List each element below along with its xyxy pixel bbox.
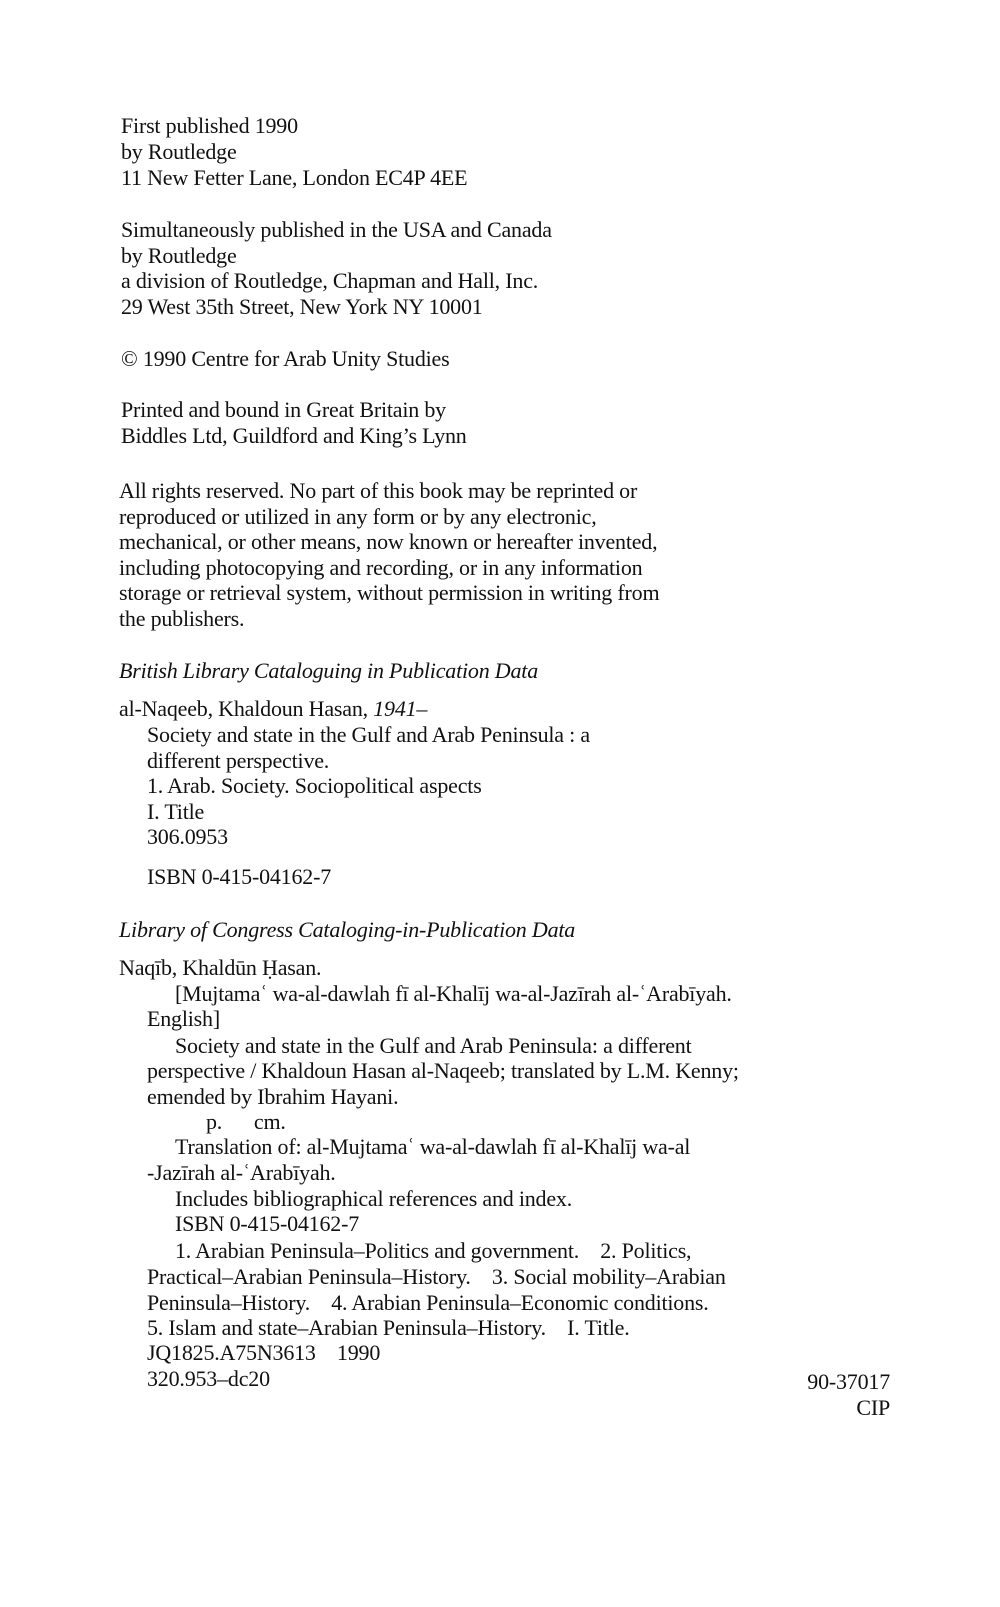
bl-cip-line: I. Title xyxy=(147,799,205,824)
bl-cip-line: 306.0953 xyxy=(147,824,228,849)
lccn-number: 90-37017 xyxy=(807,1369,890,1394)
loc-cip-line: 1. Arabian Peninsula–Politics and government. 2. Politics, xyxy=(175,1238,692,1263)
loc-cip-author: Naqīb, Khaldūn Ḥasan. xyxy=(119,955,322,980)
first-published-line: First published 1990 xyxy=(121,113,298,138)
loc-cip-line: Peninsula–History. 4. Arabian Peninsula–Economic conditions. xyxy=(147,1290,709,1315)
cip-label: CIP xyxy=(856,1395,890,1420)
loc-cip-line: JQ1825.A75N3613 1990 xyxy=(147,1340,381,1365)
loc-cip-line: -Jazīrah al-ʿArabīyah. xyxy=(147,1160,336,1185)
loc-cip-line: Translation of: al-Mujtamaʿ wa-al-dawlah fī al-Khalīj wa-al xyxy=(175,1134,691,1159)
loc-cip-line: Practical–Arabian Peninsula–History. 3. Social mobility–Arabian xyxy=(147,1264,726,1289)
rights-line: including photocopying and recording, or in any information xyxy=(119,555,643,580)
loc-cip-line: ISBN 0-415-04162-7 xyxy=(175,1211,360,1236)
usa-address-line: 29 West 35th Street, New York NY 10001 xyxy=(121,294,483,319)
bl-cip-line: different perspective. xyxy=(147,748,330,773)
publisher-address-line: 11 New Fetter Lane, London EC4P 4EE xyxy=(121,165,468,190)
printer-line-1: Printed and bound in Great Britain by xyxy=(121,397,446,422)
bl-cip-author-date: 1941– xyxy=(373,696,428,721)
rights-line: All rights reserved. No part of this book may be reprinted or xyxy=(119,478,638,503)
loc-cip-line: 5. Islam and state–Arabian Peninsula–History. I. Title. xyxy=(147,1315,630,1340)
bl-cip-author xyxy=(119,696,427,722)
bl-cip-line: Society and state in the Gulf and Arab Peninsula : a xyxy=(147,722,590,747)
publisher-name-line: by Routledge xyxy=(121,139,237,164)
loc-cip-line: Includes bibliographical references and index. xyxy=(175,1186,573,1211)
loc-cip-line: Society and state in the Gulf and Arab Peninsula: a different xyxy=(175,1033,692,1058)
usa-publication-line: Simultaneously published in the USA and Canada xyxy=(121,217,552,242)
bl-cip-author-name: al-Naqeeb, Khaldoun Hasan, xyxy=(119,696,374,721)
loc-cip-line: p. cm. xyxy=(206,1109,286,1134)
rights-line: reproduced or utilized in any form or by any electronic, xyxy=(119,504,597,529)
rights-line: storage or retrieval system, without permission in writing from xyxy=(119,580,660,605)
bl-cip-heading: British Library Cataloguing in Publication Data xyxy=(119,658,539,683)
loc-cip-line: emended by Ibrahim Hayani. xyxy=(147,1084,399,1109)
loc-cip-heading: Library of Congress Cataloging-in-Publication Data xyxy=(119,917,576,942)
copyright-line: © 1990 Centre for Arab Unity Studies xyxy=(121,346,450,371)
loc-cip-line: English] xyxy=(147,1006,220,1031)
bl-cip-line: 1. Arab. Society. Sociopolitical aspects xyxy=(147,773,482,798)
loc-cip-line: perspective / Khaldoun Hasan al-Naqeeb; translated by L.M. Kenny; xyxy=(147,1058,739,1083)
loc-cip-line: [Mujtamaʿ wa-al-dawlah fī al-Khalīj wa-al-Jazīrah al-ʿArabīyah. xyxy=(175,981,732,1006)
loc-cip-line: 320.953–dc20 xyxy=(147,1366,270,1391)
usa-division-line: a division of Routledge, Chapman and Hall, Inc. xyxy=(121,268,539,293)
printer-line-2: Biddles Ltd, Guildford and King’s Lynn xyxy=(121,423,467,448)
usa-publisher-line: by Routledge xyxy=(121,243,237,268)
rights-line: mechanical, or other means, now known or hereafter invented, xyxy=(119,529,658,554)
bl-cip-isbn: ISBN 0-415-04162-7 xyxy=(147,864,332,889)
rights-line: the publishers. xyxy=(119,606,245,631)
